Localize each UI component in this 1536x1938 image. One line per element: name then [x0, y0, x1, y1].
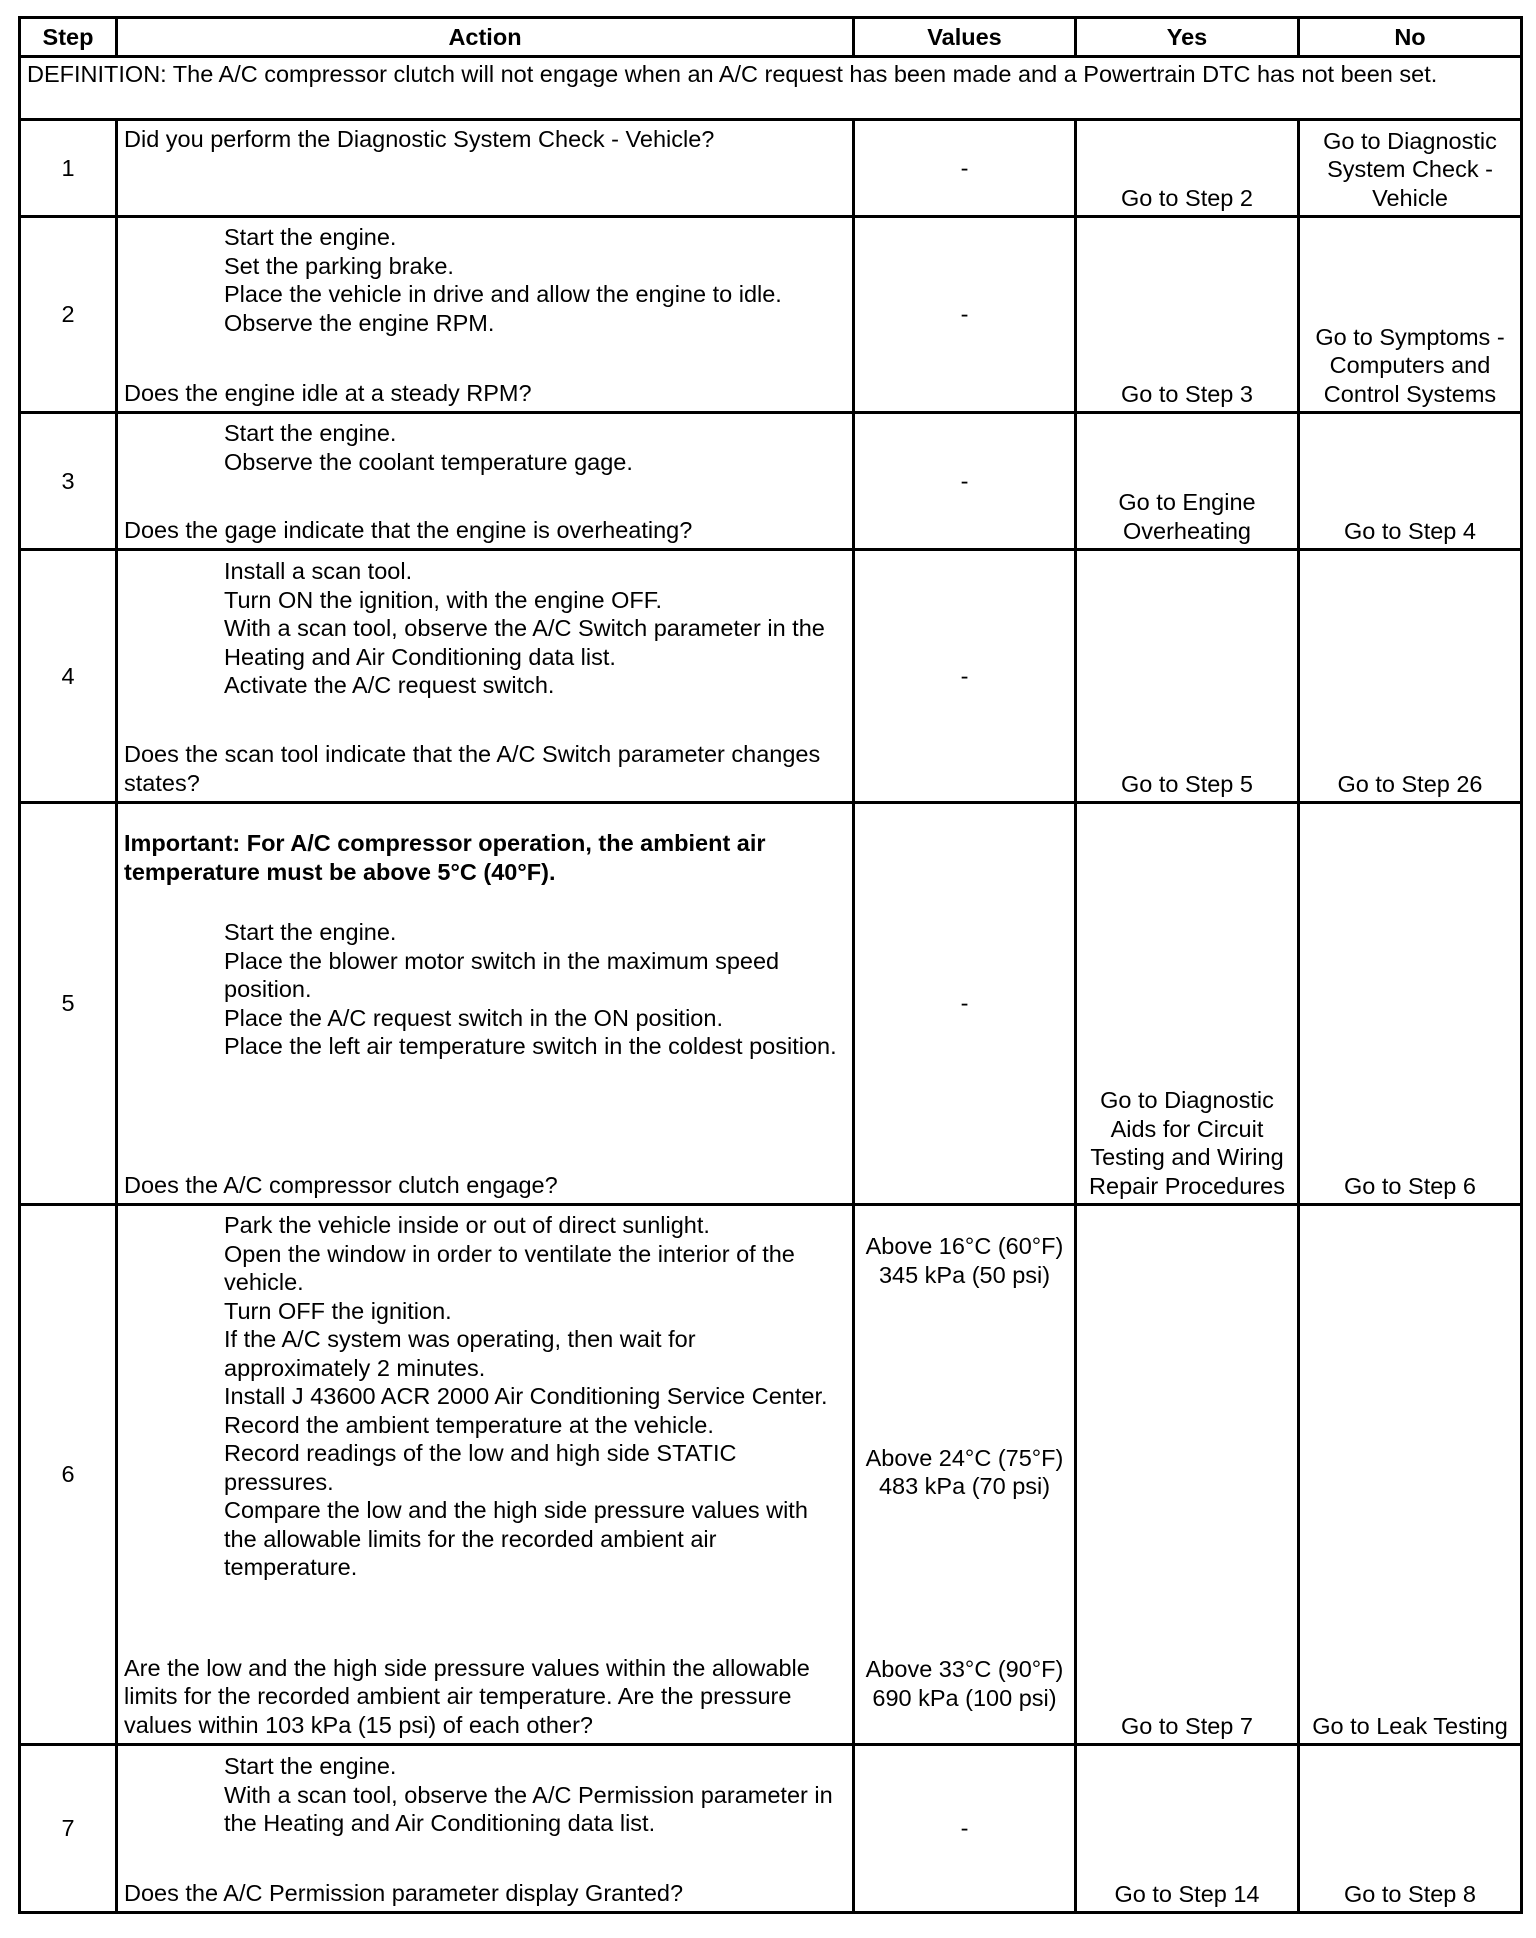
header-action: Action [117, 18, 854, 57]
instruction-item: Place the vehicle in drive and allow the engine to idle. [224, 281, 782, 307]
action-cell [117, 413, 854, 550]
action-question: Does the gage indicate that the engine is overheating? [124, 516, 693, 543]
instruction-item: Start the engine. [224, 919, 397, 945]
table-row [20, 1205, 1522, 1745]
instruction-item: Place the A/C request switch in the ON position. [224, 1004, 723, 1031]
diagnostic-table-sheet [18, 16, 1520, 1914]
step-number: 4 [20, 550, 117, 803]
table-row [20, 120, 1522, 217]
instruction-item: Turn ON the ignition, with the engine OFF. [224, 586, 663, 613]
action-question: Does the A/C compressor clutch engage? [124, 1171, 558, 1198]
yes-cell: Go to Diagnostic Aids for Circuit Testing and Wiring Repair Procedures [1076, 803, 1299, 1205]
values-cell: - [854, 217, 1076, 413]
header-row [20, 18, 1522, 57]
yes-cell: Go to Step 14 [1076, 1745, 1299, 1913]
definition-text: DEFINITION: The A/C compressor clutch will not engage when an A/C request has been made and a Powertrain DTC has not been set. [20, 57, 1522, 120]
diagnostic-table [18, 16, 1523, 1914]
instruction-item: Record readings of the low and high side STATIC pressures. [224, 1440, 737, 1495]
step-number: 2 [20, 217, 117, 413]
no-cell: Go to Symptoms - Computers and Control Systems [1299, 217, 1522, 413]
action-cell [117, 550, 854, 803]
values-cell [854, 1205, 1076, 1745]
step-number: 3 [20, 413, 117, 550]
no-cell: Go to Diagnostic System Check - Vehicle [1299, 120, 1522, 217]
instruction-item: Observe the coolant temperature gage. [224, 448, 633, 475]
table-row [20, 1745, 1522, 1913]
values-cell: - [854, 803, 1076, 1205]
header-values: Values [854, 18, 1076, 57]
instruction-item: If the A/C system was operating, then wait for approximately 2 minutes. [224, 1326, 696, 1381]
instruction-item: Place the blower motor switch in the maximum speed position. [224, 947, 780, 1002]
action-cell [117, 1205, 854, 1745]
no-cell: Go to Step 8 [1299, 1745, 1522, 1913]
action-question: Does the scan tool indicate that the A/C Switch parameter changes states? [124, 741, 821, 796]
value-group: Above 16°C (60°F) 345 kPa (50 psi) [865, 1233, 1064, 1288]
yes-cell: Go to Engine Overheating [1076, 413, 1299, 550]
value-group: Above 24°C (75°F) 483 kPa (70 psi) [865, 1444, 1064, 1499]
instruction-list [124, 1211, 846, 1582]
step-number: 6 [20, 1205, 117, 1745]
table-row [20, 803, 1522, 1205]
no-cell: Go to Step 6 [1299, 803, 1522, 1205]
instruction-item: Compare the low and the high side pressure values with the allowable limits for the recorded ambient air temperature. [224, 1497, 808, 1580]
instruction-item: Turn OFF the ignition. [224, 1297, 452, 1324]
action-cell [117, 1745, 854, 1913]
table-row [20, 550, 1522, 803]
instruction-item: Place the left air temperature switch in the coldest position. [224, 1033, 837, 1059]
header-yes: Yes [1076, 18, 1299, 57]
instruction-item: Open the window in order to ventilate the interior of the vehicle. [224, 1240, 795, 1295]
instruction-list [124, 1752, 846, 1838]
action-question: Are the low and the high side pressure values within the allowable limits for the recorded ambient air temperature. Are the pressure values within 103 kPa (15 psi) of each other? [124, 1654, 810, 1738]
instruction-item: Record the ambient temperature at the vehicle. [224, 1411, 714, 1438]
instruction-list [124, 223, 846, 337]
values-cell: - [854, 550, 1076, 803]
instruction-list [124, 557, 846, 700]
values-cell: - [854, 1745, 1076, 1913]
action-question: Does the engine idle at a steady RPM? [124, 379, 532, 406]
definition-row [20, 57, 1522, 120]
table-row [20, 217, 1522, 413]
step-number: 1 [20, 120, 117, 217]
step-number: 5 [20, 803, 117, 1205]
no-cell: Go to Step 26 [1299, 550, 1522, 803]
instruction-item: Start the engine. [224, 1753, 397, 1779]
action-cell [117, 803, 854, 1205]
instruction-item: Start the engine. [224, 224, 397, 250]
instruction-item: Activate the A/C request switch. [224, 672, 555, 698]
instruction-list [124, 918, 846, 1061]
instruction-item: With a scan tool, observe the A/C Switch parameter in the Heating and Air Conditioning data list. [224, 615, 825, 670]
important-note: Important: For A/C compressor operation, the ambient air temperature must be above 5°C (40°F). [124, 830, 766, 885]
yes-cell: Go to Step 3 [1076, 217, 1299, 413]
yes-cell: Go to Step 2 [1076, 120, 1299, 217]
table-row [20, 413, 1522, 550]
no-cell: Go to Step 4 [1299, 413, 1522, 550]
step-number: 7 [20, 1745, 117, 1913]
yes-cell: Go to Step 7 [1076, 1205, 1299, 1745]
action-cell [117, 217, 854, 413]
no-cell: Go to Leak Testing [1299, 1205, 1522, 1745]
action-question: Does the A/C Permission parameter display Granted? [124, 1879, 684, 1906]
instruction-list [124, 419, 846, 476]
action-question: Did you perform the Diagnostic System Check - Vehicle? [117, 120, 854, 217]
instruction-item: With a scan tool, observe the A/C Permission parameter in the Heating and Air Conditioning data list. [224, 1781, 833, 1836]
instruction-item: Set the parking brake. [224, 252, 454, 279]
instruction-item: Start the engine. [224, 420, 397, 446]
instruction-item: Install J 43600 ACR 2000 Air Conditioning Service Center. [224, 1383, 828, 1409]
instruction-item: Install a scan tool. [224, 558, 413, 584]
instruction-item: Observe the engine RPM. [224, 309, 495, 336]
instruction-item: Park the vehicle inside or out of direct sunlight. [224, 1212, 710, 1238]
header-no: No [1299, 18, 1522, 57]
value-group: Above 33°C (90°F) 690 kPa (100 psi) [865, 1656, 1064, 1711]
header-step: Step [20, 18, 117, 57]
yes-cell: Go to Step 5 [1076, 550, 1299, 803]
values-cell: - [854, 120, 1076, 217]
values-cell: - [854, 413, 1076, 550]
